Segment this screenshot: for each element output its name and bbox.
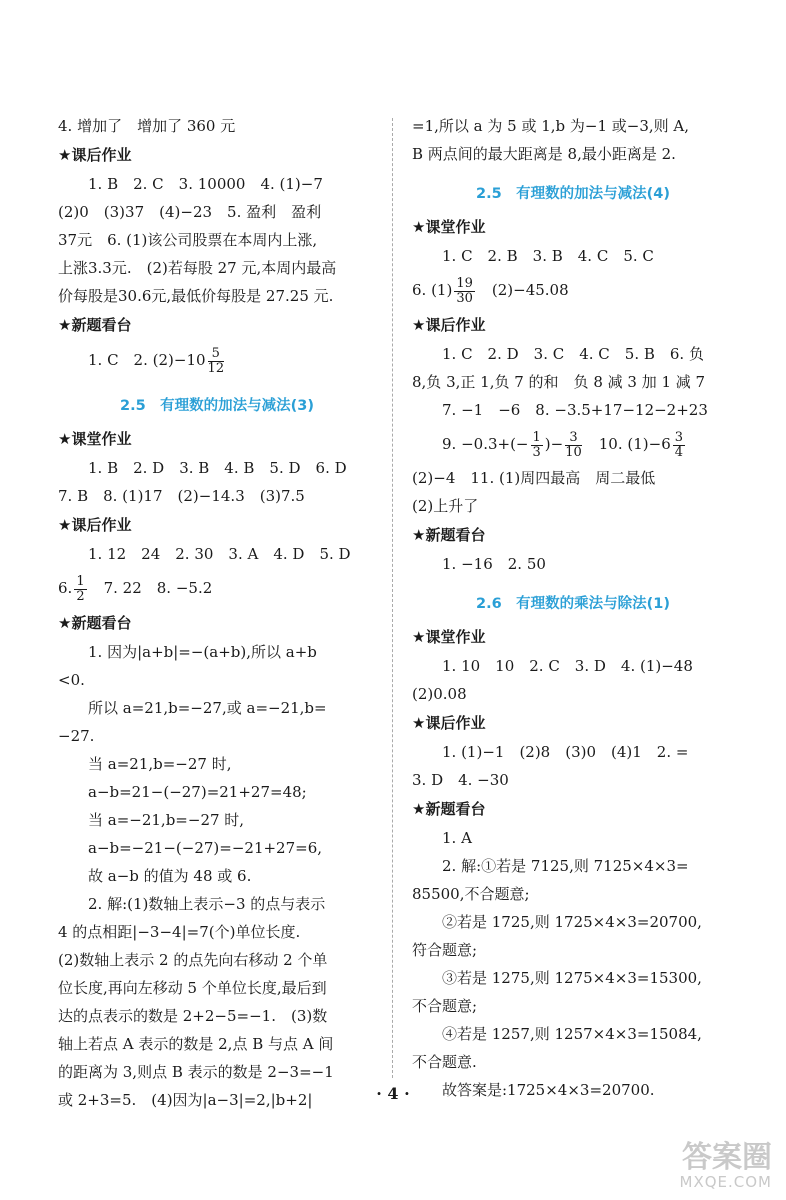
answer-line — [58, 340, 376, 380]
watermark-url: MXQE.COM — [679, 1172, 772, 1191]
answer-line: (2)0.08 — [412, 685, 467, 703]
heading-classwork: ★课堂作业 — [412, 218, 486, 236]
answer-line: ④若是 1257,则 1257×4×3=15084, — [442, 1025, 702, 1043]
answer-text: 6. (1) — [412, 281, 453, 299]
answer-line: 1. A — [442, 829, 472, 847]
answer-line: 1. (1)−1 (2)8 (3)0 (4)1 2. = — [442, 743, 689, 761]
heading-new-problems: ★新题看台 — [58, 316, 132, 334]
answer-line: 1. C 2. B 3. B 4. C 5. C — [442, 247, 654, 265]
answer-line: 位长度,再向左移动 5 个单位长度,最后到 — [58, 979, 327, 997]
answer-line: (2)上升了 — [412, 497, 479, 515]
column-divider — [392, 118, 393, 1078]
answer-line: 或 2+3=5. (4)因为|a−3|=2,|b+2| — [58, 1091, 313, 1109]
answer-line: 2. 解:(1)数轴上表示−3 的点与表示 — [88, 895, 326, 913]
answer-line: 85500,不合题意; — [412, 885, 530, 903]
answer-text: 6. — [58, 579, 73, 597]
answer-line — [412, 270, 734, 310]
answer-line — [58, 568, 376, 608]
answer-line: 3. D 4. −30 — [412, 771, 509, 789]
answer-line: a−b=21−(−27)=21+27=48; — [88, 783, 307, 801]
heading-homework: ★课后作业 — [58, 146, 132, 164]
answer-line: (2)数轴上表示 2 的点先向右移动 2 个单 — [58, 951, 328, 969]
answer-line: <0. — [58, 671, 85, 689]
numerator: 3 — [565, 431, 582, 446]
numerator: 3 — [674, 429, 684, 445]
watermark-logo-text: 答案圈 — [682, 1139, 772, 1175]
numerator: 1 — [532, 429, 541, 445]
fraction — [74, 575, 86, 604]
answer-line: 1. −16 2. 50 — [442, 555, 546, 573]
answer-line: ③若是 1275,则 1275×4×3=15300, — [442, 969, 702, 987]
denominator: 10 — [565, 444, 582, 460]
heading-classwork: ★课堂作业 — [412, 628, 486, 646]
page-number: · 4 · — [376, 1084, 410, 1103]
answer-line: 当 a=21,b=−27 时, — [88, 755, 232, 773]
answer-line: 1. 因为|a+b|=−(a+b),所以 a+b — [88, 643, 317, 661]
answer-line: 1. C 2. D 3. C 4. C 5. B 6. 负 — [442, 345, 704, 363]
answer-line: 37元 6. (1)该公司股票在本周内上涨, — [58, 231, 318, 249]
answer-text: 1. C 2. (2)−10 — [88, 351, 206, 369]
answer-line: 所以 a=21,b=−27,或 a=−21,b= — [88, 699, 327, 717]
heading-homework: ★课后作业 — [412, 316, 486, 334]
answer-line: 1. B 2. D 3. B 4. B 5. D 6. D — [88, 459, 347, 477]
answer-line — [412, 424, 734, 464]
fraction — [454, 277, 475, 306]
answer-text: (2)−45.08 — [476, 281, 569, 299]
answer-line: (2)−4 11. (1)周四最高 周二最低 — [412, 469, 656, 487]
denominator: 4 — [674, 444, 684, 460]
answer-line: 7. −1 −6 8. −3.5+17−12−2+23 — [442, 401, 708, 419]
answer-line: ②若是 1725,则 1725×4×3=20700, — [442, 913, 702, 931]
answer-line: 达的点表示的数是 2+2−5=−1. (3)数 — [58, 1007, 328, 1025]
answer-line: 的距离为 3,则点 B 表示的数是 2−3=−1 — [58, 1063, 334, 1081]
section-title: 2.5 有理数的加法与减法(4) — [475, 186, 671, 202]
answer-line: 价每股是30.6元,最低价每股是 27.25 元. — [58, 287, 334, 305]
answer-text: 9. −0.3+(− — [442, 435, 529, 453]
numerator: 5 — [208, 347, 225, 362]
answer-line: 符合题意; — [412, 941, 478, 959]
answer-line: B 两点间的最大距离是 8,最小距离是 2. — [412, 145, 676, 163]
answer-line: 4. 增加了 增加了 360 元 — [58, 117, 236, 135]
fraction — [208, 347, 225, 376]
denominator: 2 — [76, 588, 85, 604]
answer-text: )− — [544, 435, 564, 453]
answer-line: 当 a=−21,b=−27 时, — [88, 811, 245, 829]
denominator: 30 — [456, 290, 473, 306]
answer-line: 8,负 3,正 1,负 7 的和 负 8 减 3 加 1 减 7 — [412, 373, 706, 391]
answer-line: 不合题意. — [412, 1053, 477, 1071]
heading-homework: ★课后作业 — [58, 516, 132, 534]
answer-line: 不合题意; — [412, 997, 478, 1015]
denominator: 12 — [207, 360, 225, 376]
heading-new-problems: ★新题看台 — [412, 800, 486, 818]
answer-line: 2. 解:①若是 7125,则 7125×4×3= — [442, 857, 689, 875]
answer-text: 7. 22 8. −5.2 — [88, 579, 213, 597]
fraction — [565, 431, 582, 460]
numerator: 19 — [456, 275, 473, 291]
section-title: 2.5 有理数的加法与减法(3) — [119, 398, 315, 414]
answer-line: 4 的点相距|−3−4|=7(个)单位长度. — [58, 923, 301, 941]
heading-classwork: ★课堂作业 — [58, 430, 132, 448]
answer-line: 故 a−b 的值为 48 或 6. — [88, 867, 252, 885]
answer-line: a−b=−21−(−27)=−21+27=6, — [88, 839, 323, 857]
answer-line: =1,所以 a 为 5 或 1,b 为−1 或−3,则 A, — [412, 117, 690, 135]
answer-line: 1. B 2. C 3. 10000 4. (1)−7 — [88, 175, 323, 193]
answer-line: 7. B 8. (1)17 (2)−14.3 (3)7.5 — [58, 487, 305, 505]
heading-homework: ★课后作业 — [412, 714, 486, 732]
answer-line: 轴上若点 A 表示的数是 2,点 B 与点 A 间 — [58, 1035, 334, 1053]
answer-line: 故答案是:1725×4×3=20700. — [442, 1081, 655, 1099]
heading-new-problems: ★新题看台 — [58, 614, 132, 632]
site-watermark — [680, 1141, 773, 1191]
denominator: 3 — [532, 444, 541, 460]
section-title: 2.6 有理数的乘法与除法(1) — [475, 596, 671, 612]
heading-new-problems: ★新题看台 — [412, 526, 486, 544]
fraction — [673, 431, 685, 460]
fraction — [531, 431, 543, 460]
answer-line: −27. — [58, 727, 95, 745]
answer-line: (2)0 (3)37 (4)−23 5. 盈利 盈利 — [58, 203, 322, 221]
answer-text: 10. (1)−6 — [583, 435, 671, 453]
answer-line: 1. 12 24 2. 30 3. A 4. D 5. D — [88, 545, 351, 563]
answer-line: 上涨3.3元. (2)若每股 27 元,本周内最高 — [58, 259, 337, 277]
right-column — [412, 112, 734, 1104]
answer-line: 1. 10 10 2. C 3. D 4. (1)−48 — [442, 657, 693, 675]
left-column — [58, 112, 376, 1114]
numerator: 1 — [76, 573, 85, 589]
